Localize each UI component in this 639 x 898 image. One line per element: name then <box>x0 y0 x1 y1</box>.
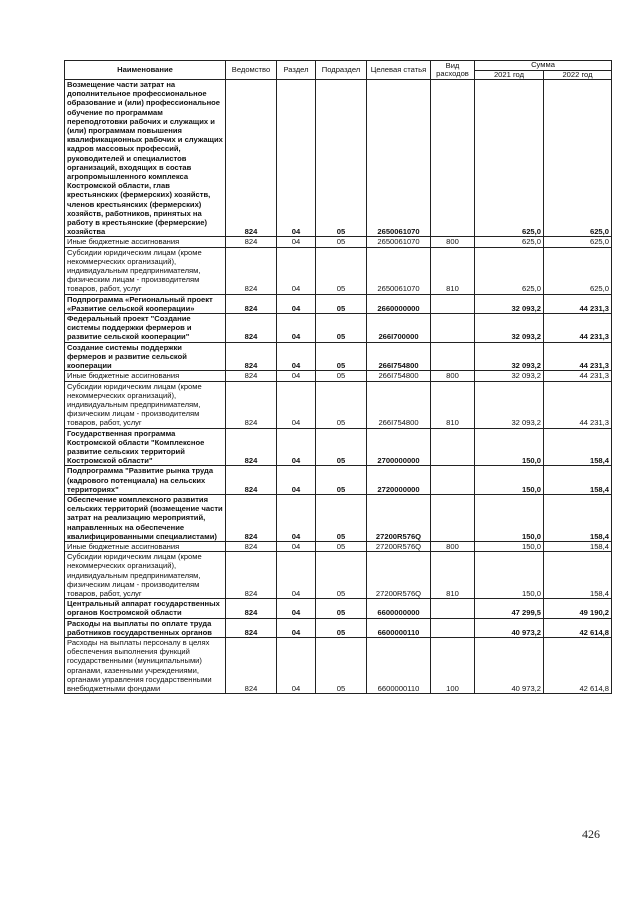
cell-target-article: 266I754800 <box>367 342 431 371</box>
cell-name: Иные бюджетные ассигнования <box>65 371 226 381</box>
cell-subsection: 05 <box>316 466 367 495</box>
cell-name: Расходы на выплаты персоналу в целях обеспечения выполнения функций государственными (муниципальными) органами, казенными учреждениями, органами управления государственными внебюджетными фондами <box>65 637 226 693</box>
cell-section: 04 <box>277 247 316 294</box>
table-row <box>65 541 612 551</box>
cell-sum-2021: 150,0 <box>475 428 544 466</box>
table-row <box>65 237 612 247</box>
cell-expense-type: 800 <box>431 541 475 551</box>
cell-name: Иные бюджетные ассигнования <box>65 237 226 247</box>
cell-sum-2021: 625,0 <box>475 247 544 294</box>
cell-expense-type <box>431 80 475 237</box>
cell-sum-2022: 158,4 <box>544 494 612 541</box>
cell-subsection: 05 <box>316 599 367 618</box>
header-sum: Сумма <box>475 61 612 71</box>
cell-section: 04 <box>277 541 316 551</box>
cell-sum-2022: 44 231,3 <box>544 342 612 371</box>
cell-sum-2021: 625,0 <box>475 80 544 237</box>
table-row <box>65 466 612 495</box>
table-body <box>65 80 612 694</box>
cell-subsection: 05 <box>316 428 367 466</box>
cell-target-article: 266I754800 <box>367 381 431 428</box>
cell-department: 824 <box>226 541 277 551</box>
cell-expense-type <box>431 294 475 313</box>
table-row <box>65 494 612 541</box>
cell-subsection: 05 <box>316 381 367 428</box>
table-row <box>65 314 612 343</box>
cell-name: Создание системы поддержки фермеров и развитие сельской кооперации <box>65 342 226 371</box>
cell-department: 824 <box>226 342 277 371</box>
cell-department: 824 <box>226 552 277 599</box>
cell-expense-type: 810 <box>431 552 475 599</box>
cell-section: 04 <box>277 381 316 428</box>
cell-sum-2022: 158,4 <box>544 541 612 551</box>
cell-section: 04 <box>277 294 316 313</box>
table-row <box>65 637 612 693</box>
cell-sum-2022: 42 614,8 <box>544 618 612 637</box>
cell-sum-2021: 625,0 <box>475 237 544 247</box>
cell-department: 824 <box>226 494 277 541</box>
header-target-article: Целевая статья <box>367 61 431 80</box>
cell-sum-2022: 42 614,8 <box>544 637 612 693</box>
cell-subsection: 05 <box>316 637 367 693</box>
cell-expense-type <box>431 342 475 371</box>
header-subsection: Подраздел <box>316 61 367 80</box>
table-row <box>65 342 612 371</box>
cell-subsection: 05 <box>316 371 367 381</box>
cell-expense-type: 800 <box>431 237 475 247</box>
header-section: Раздел <box>277 61 316 80</box>
cell-section: 04 <box>277 494 316 541</box>
cell-sum-2022: 158,4 <box>544 552 612 599</box>
cell-section: 04 <box>277 618 316 637</box>
cell-department: 824 <box>226 371 277 381</box>
cell-section: 04 <box>277 342 316 371</box>
table-row <box>65 381 612 428</box>
cell-target-article: 27200R576Q <box>367 552 431 599</box>
cell-name: Возмещение части затрат на дополнительное профессиональное образование и (или) профессиональное обучение по программам переподготовки рабочих и служащих и (или) программам повышения квалификационных рабочих и служащих кадров массовых профессий, руководителей и специалистов организаций, входящих в состав агропромышленного комплекса Костромской области, глав крестьянских (фермерских) хозяйств, членов крестьянских (фермерских) хозяйств, работников, принятых на работу в крестьянские (фермерские) хозяйства <box>65 80 226 237</box>
cell-subsection: 05 <box>316 552 367 599</box>
cell-department: 824 <box>226 294 277 313</box>
cell-name: Подпрограмма «Региональный проект «Развитие сельской кооперации» <box>65 294 226 313</box>
cell-subsection: 05 <box>316 247 367 294</box>
cell-sum-2022: 49 190,2 <box>544 599 612 618</box>
cell-subsection: 05 <box>316 237 367 247</box>
cell-expense-type <box>431 428 475 466</box>
cell-sum-2022: 44 231,3 <box>544 381 612 428</box>
cell-department: 824 <box>226 80 277 237</box>
cell-expense-type <box>431 466 475 495</box>
cell-sum-2021: 150,0 <box>475 541 544 551</box>
cell-sum-2022: 158,4 <box>544 428 612 466</box>
cell-department: 824 <box>226 428 277 466</box>
cell-target-article: 27200R576Q <box>367 494 431 541</box>
header-expense-type: Вид расходов <box>431 61 475 80</box>
cell-sum-2022: 158,4 <box>544 466 612 495</box>
cell-department: 824 <box>226 466 277 495</box>
table-row <box>65 428 612 466</box>
cell-subsection: 05 <box>316 80 367 237</box>
cell-target-article: 6600000000 <box>367 599 431 618</box>
cell-name: Центральный аппарат государственных органов Костромской области <box>65 599 226 618</box>
cell-name: Обеспечение комплексного развития сельских территорий (возмещение части затрат на реализацию мероприятий, направленных на обеспечение квалифицированными специалистами) <box>65 494 226 541</box>
cell-expense-type <box>431 618 475 637</box>
cell-target-article: 2650061070 <box>367 237 431 247</box>
table-row <box>65 294 612 313</box>
cell-target-article: 27200R576Q <box>367 541 431 551</box>
cell-sum-2021: 40 973,2 <box>475 618 544 637</box>
table-row <box>65 618 612 637</box>
cell-sum-2022: 625,0 <box>544 247 612 294</box>
cell-expense-type <box>431 599 475 618</box>
cell-expense-type <box>431 494 475 541</box>
cell-subsection: 05 <box>316 342 367 371</box>
cell-section: 04 <box>277 237 316 247</box>
cell-target-article: 2650061070 <box>367 247 431 294</box>
page-number: 426 <box>582 827 600 841</box>
cell-department: 824 <box>226 381 277 428</box>
cell-sum-2022: 44 231,3 <box>544 314 612 343</box>
table-row <box>65 599 612 618</box>
cell-department: 824 <box>226 237 277 247</box>
table-row <box>65 80 612 237</box>
cell-section: 04 <box>277 466 316 495</box>
cell-sum-2021: 32 093,2 <box>475 314 544 343</box>
cell-target-article: 6600000110 <box>367 637 431 693</box>
cell-expense-type: 100 <box>431 637 475 693</box>
cell-section: 04 <box>277 637 316 693</box>
cell-sum-2021: 40 973,2 <box>475 637 544 693</box>
cell-name: Расходы на выплаты по оплате труда работников государственных органов <box>65 618 226 637</box>
cell-target-article: 2700000000 <box>367 428 431 466</box>
cell-subsection: 05 <box>316 541 367 551</box>
cell-sum-2021: 32 093,2 <box>475 381 544 428</box>
cell-name: Субсидии юридическим лицам (кроме некоммерческих организаций), индивидуальным предпринимателям, физическим лицам - производителям товаров, работ, услуг <box>65 381 226 428</box>
cell-section: 04 <box>277 314 316 343</box>
table-row <box>65 247 612 294</box>
cell-subsection: 05 <box>316 294 367 313</box>
cell-subsection: 05 <box>316 314 367 343</box>
cell-section: 04 <box>277 371 316 381</box>
cell-department: 824 <box>226 599 277 618</box>
cell-expense-type <box>431 314 475 343</box>
cell-department: 824 <box>226 618 277 637</box>
cell-sum-2022: 44 231,3 <box>544 371 612 381</box>
cell-sum-2022: 625,0 <box>544 80 612 237</box>
cell-target-article: 6600000110 <box>367 618 431 637</box>
cell-name: Подпрограмма "Развитие рынка труда (кадрового потенциала) на сельских территориях" <box>65 466 226 495</box>
cell-name: Иные бюджетные ассигнования <box>65 541 226 551</box>
cell-sum-2021: 150,0 <box>475 552 544 599</box>
cell-section: 04 <box>277 552 316 599</box>
table-header <box>65 61 612 80</box>
cell-expense-type: 810 <box>431 247 475 294</box>
cell-name: Федеральный проект "Создание системы поддержки фермеров и развитие сельской кооперации" <box>65 314 226 343</box>
header-year-2022: 2022 год <box>544 70 612 80</box>
cell-expense-type: 810 <box>431 381 475 428</box>
cell-section: 04 <box>277 428 316 466</box>
cell-sum-2022: 625,0 <box>544 237 612 247</box>
cell-name: Субсидии юридическим лицам (кроме некоммерческих организаций), индивидуальным предпринимателям, физическим лицам - производителям товаров, работ, услуг <box>65 247 226 294</box>
cell-sum-2021: 47 299,5 <box>475 599 544 618</box>
cell-target-article: 266I754800 <box>367 371 431 381</box>
cell-sum-2021: 32 093,2 <box>475 371 544 381</box>
cell-section: 04 <box>277 80 316 237</box>
cell-subsection: 05 <box>316 494 367 541</box>
cell-subsection: 05 <box>316 618 367 637</box>
cell-sum-2021: 32 093,2 <box>475 342 544 371</box>
budget-table <box>64 60 612 694</box>
cell-section: 04 <box>277 599 316 618</box>
cell-target-article: 2660000000 <box>367 294 431 313</box>
table-row <box>65 371 612 381</box>
header-year-2021: 2021 год <box>475 70 544 80</box>
cell-name: Государственная программа Костромской области "Комплексное развитие сельских территорий Костромской области" <box>65 428 226 466</box>
cell-department: 824 <box>226 637 277 693</box>
table-row <box>65 552 612 599</box>
cell-sum-2021: 150,0 <box>475 494 544 541</box>
cell-sum-2022: 44 231,3 <box>544 294 612 313</box>
cell-department: 824 <box>226 314 277 343</box>
cell-expense-type: 800 <box>431 371 475 381</box>
cell-target-article: 266I700000 <box>367 314 431 343</box>
header-name: Наименование <box>65 61 226 80</box>
cell-target-article: 2650061070 <box>367 80 431 237</box>
cell-sum-2021: 150,0 <box>475 466 544 495</box>
header-department: Ведомство <box>226 61 277 80</box>
cell-sum-2021: 32 093,2 <box>475 294 544 313</box>
cell-target-article: 2720000000 <box>367 466 431 495</box>
cell-department: 824 <box>226 247 277 294</box>
cell-name: Субсидии юридическим лицам (кроме некоммерческих организаций), индивидуальным предпринимателям, физическим лицам - производителям товаров, работ, услуг <box>65 552 226 599</box>
